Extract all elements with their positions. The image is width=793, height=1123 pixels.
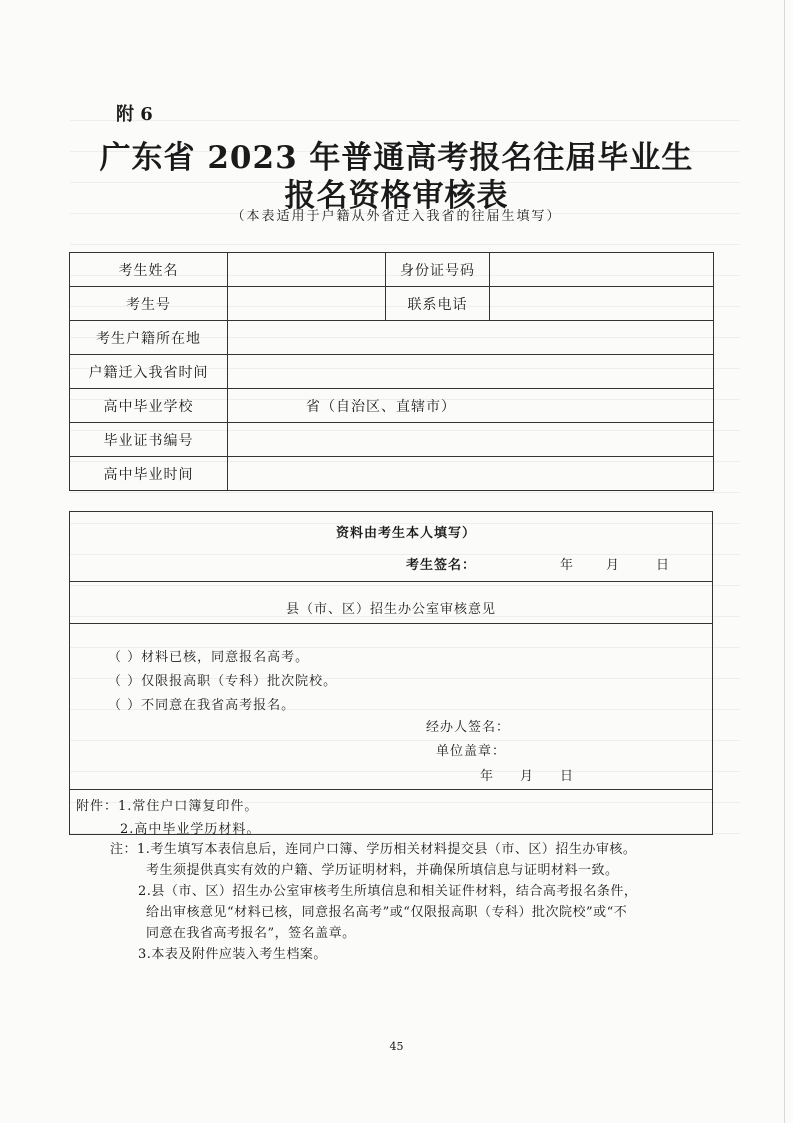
- unit-seal-label: 单位盖章：: [436, 744, 507, 759]
- subtitle: （本表适用于户籍从外省迁入我省的往届生填写）: [231, 209, 562, 224]
- office-title: 县（市、区）招生办公室审核意见: [286, 602, 497, 617]
- page-number: 45: [389, 1040, 404, 1053]
- table-row: [70, 457, 714, 491]
- exam-no-label: 考生号: [70, 287, 228, 321]
- table-row: [70, 389, 714, 423]
- attachment-1: 附件：1.常住户口簿复印件。: [76, 799, 259, 814]
- cert-label: 毕业证书编号: [70, 423, 228, 457]
- cert-field[interactable]: [228, 423, 714, 457]
- exam-no-field[interactable]: [228, 287, 386, 321]
- note-1b: 考生须提供真实有效的户籍、学历证明材料，并确保所填信息与证明材料一致。: [146, 863, 619, 878]
- id-label: 身份证号码: [386, 253, 490, 287]
- phone-field[interactable]: [490, 287, 714, 321]
- option-approve[interactable]: （ ）材料已核，同意报名高考。: [108, 650, 310, 665]
- id-field[interactable]: [490, 253, 714, 287]
- name-field[interactable]: [228, 253, 386, 287]
- name-label: 考生姓名: [70, 253, 228, 287]
- attachment-2: 2.高中毕业学历材料。: [120, 822, 261, 837]
- review-box: [69, 511, 713, 835]
- date-year: 年: [560, 558, 575, 573]
- grad-time-field[interactable]: [228, 457, 714, 491]
- applicant-info-table: [69, 252, 714, 491]
- note-2b: 给出审核意见“材料已核，同意报名高考”或“仅限报高职（专科）批次院校”或“不: [146, 905, 628, 920]
- title-line-1: 广东省 2023 年普通高考报名往届毕业生: [99, 140, 694, 176]
- migrate-time-field[interactable]: [228, 355, 714, 389]
- divider: [70, 581, 712, 582]
- phone-label: 联系电话: [386, 287, 490, 321]
- divider: [70, 789, 712, 790]
- handler-signature-label: 经办人签名：: [426, 720, 511, 735]
- migrate-time-label: 户籍迁入我省时间: [70, 355, 228, 389]
- office-date-year: 年: [480, 769, 495, 784]
- office-date-day: 日: [560, 769, 575, 784]
- table-row: [70, 287, 714, 321]
- table-row: [70, 355, 714, 389]
- note-3: 3.本表及附件应装入考生档案。: [138, 947, 327, 962]
- note-2a: 2.县（市、区）招生办公室审核考生所填信息和相关证件材料，结合高考报名条件，: [138, 884, 638, 899]
- school-field[interactable]: 省（自治区、直辖市）: [228, 389, 714, 423]
- table-row: [70, 253, 714, 287]
- title-line-2: 报名资格审核表: [284, 178, 509, 214]
- option-reject[interactable]: （ ）不同意在我省高考报名。: [108, 698, 296, 713]
- table-row: [70, 321, 714, 355]
- date-day: 日: [656, 558, 671, 573]
- note-2c: 同意在我省高考报名”，签名盖章。: [146, 926, 356, 941]
- hukou-label: 考生户籍所在地: [70, 321, 228, 355]
- table-row: [70, 423, 714, 457]
- appendix-label: 附 6: [116, 104, 153, 125]
- self-fill-note: 资料由考生本人填写）: [336, 526, 477, 541]
- grad-time-label: 高中毕业时间: [70, 457, 228, 491]
- note-1a: 注：1.考生填写本表信息后，连同户口簿、学历相关材料提交县（市、区）招生办审核。: [110, 842, 637, 857]
- hukou-field[interactable]: [228, 321, 714, 355]
- office-date-month: 月: [520, 769, 535, 784]
- option-vocational-only[interactable]: （ ）仅限报高职（专科）批次院校。: [108, 674, 338, 689]
- signature-label: 考生签名：: [406, 558, 477, 573]
- date-month: 月: [606, 558, 621, 573]
- school-label: 高中毕业学校: [70, 389, 228, 423]
- divider: [70, 623, 712, 624]
